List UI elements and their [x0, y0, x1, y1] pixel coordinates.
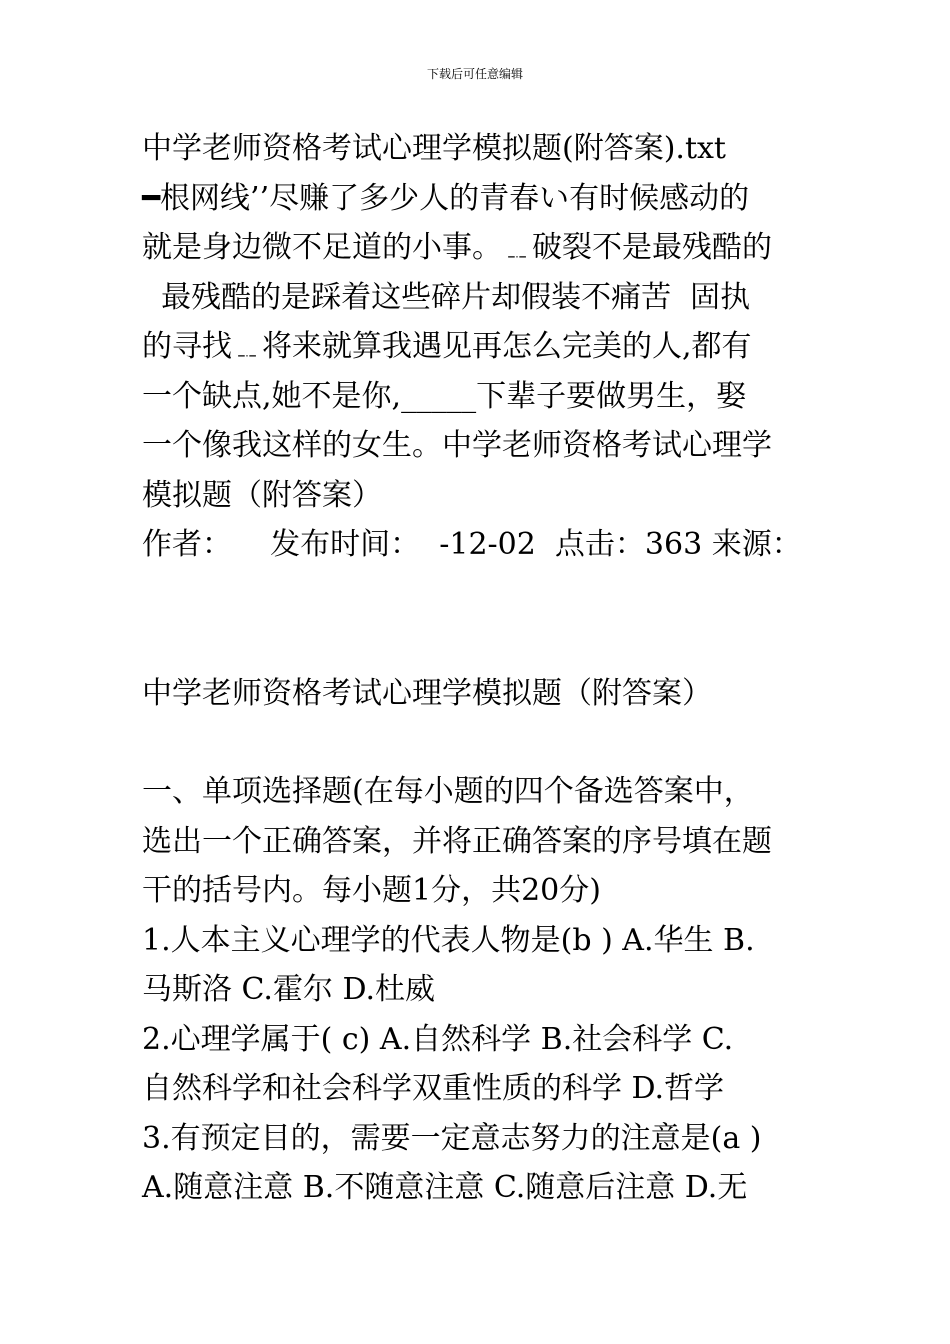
intro-line: 最残酷的是踩着这些碎片却假装不痛苦 固执 [142, 279, 751, 315]
question-line: 2.心理学属于( c) A.自然科学 B.社会科学 C. [142, 1021, 734, 1057]
question-line: 3.有预定目的，需要一定意志努力的注意是(a ) [142, 1120, 762, 1156]
page-header-note: 下载后可任意编辑 [426, 67, 523, 81]
intro-line: 的寻找﹎将来就算我遇见再怎么完美的人,都有 [142, 329, 752, 364]
intro-line: 一个像我这样的女生。中学老师资格考试心理学 [142, 428, 772, 463]
spacer [142, 570, 832, 669]
document-body [142, 124, 832, 1213]
intro-line: 模拟题（附答案） [142, 477, 382, 513]
body-line: 干的括号内。每小题1分，共20分) [142, 873, 601, 908]
spacer [142, 718, 832, 767]
intro-line: 就是身边微不足道的小事。﹎破裂不是最残酷的 [142, 230, 772, 265]
question-line: A.随意注意 B.不随意注意 C.随意后注意 D.无 [142, 1170, 748, 1205]
question-line: 马斯洛 C.霍尔 D.杜威 [142, 972, 436, 1007]
intro-line: ━根网线’’尽赚了多少人的青春い有时候感动的 [142, 180, 750, 216]
question-line: 自然科学和社会科学双重性质的科学 D.哲学 [142, 1071, 725, 1106]
question-line: 1.人本主义心理学的代表人物是(b ) A.华生 B. [142, 922, 755, 958]
body-line: 一、单项选择题(在每小题的四个备选答案中， [142, 774, 754, 809]
body-line: 选出一个正确答案，并将正确答案的序号填在题 [142, 823, 772, 859]
intro-line: 中学老师资格考试心理学模拟题(附答案).txt [142, 131, 726, 166]
meta-line: 作者： 发布时间： -12-02 点击：363 来源： [142, 527, 802, 562]
intro-line: 一个缺点,她不是你,_____下辈子要做男生，娶 [142, 378, 747, 414]
section-title: 中学老师资格考试心理学模拟题（附答案） [142, 675, 712, 711]
